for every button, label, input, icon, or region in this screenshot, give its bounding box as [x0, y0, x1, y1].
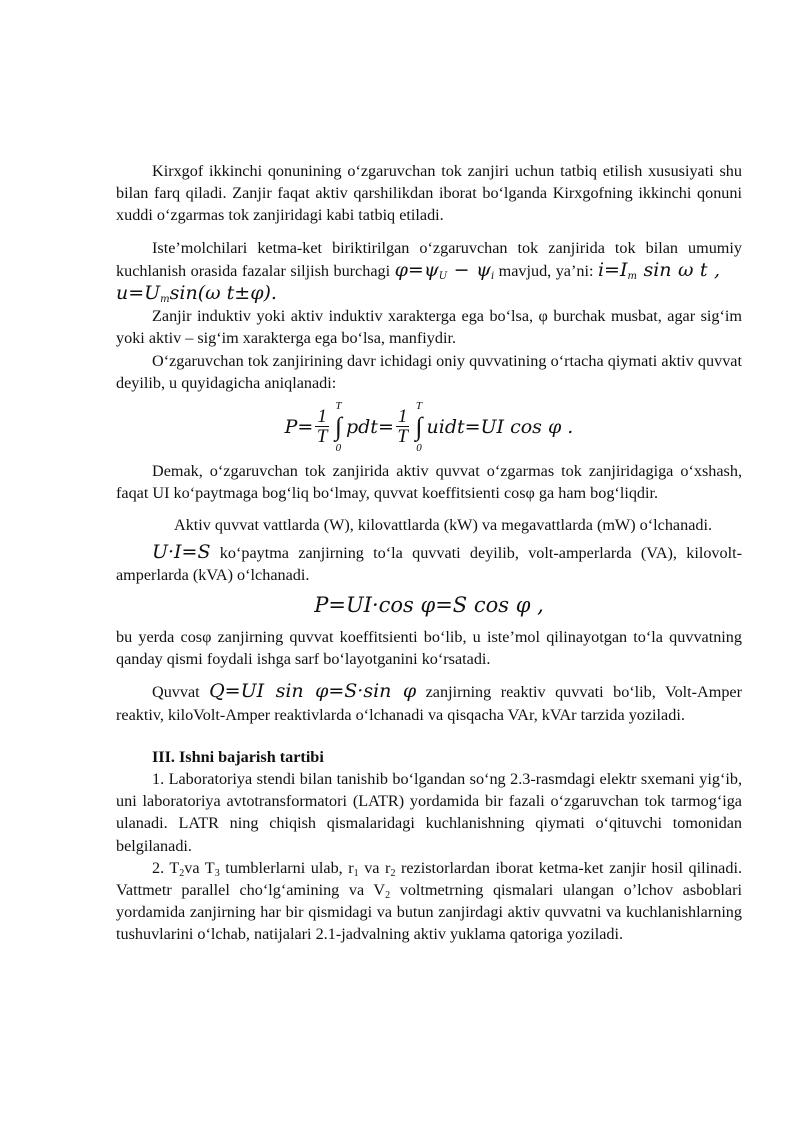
reactive-end: zanjirning reaktiv quvvati bo‘lib, Volt-Amper reaktiv, kiloVolt-Amper reaktivlarda o‘lchanadi va qisqacha VAr, kVAr tarzida yoziladi.: [116, 683, 742, 724]
current-lhs: i=I: [597, 258, 628, 281]
apparent-power-formula: U·I=S: [152, 540, 211, 563]
paragraph-apparent-power: [116, 541, 742, 586]
paragraph-active-power-def: O‘zgaruvchan tok zanjirining davr ichidagi oniy quvvatining o‘rtacha qiymati aktiv quvvat deyilib, u quyidagicha aniqlanadi:: [116, 351, 742, 392]
paragraph-reactive-power: [116, 680, 742, 725]
paragraph-phase-shift: [116, 237, 742, 306]
sub-v2: 2: [385, 890, 391, 902]
int2-lower-limit: 0: [416, 442, 422, 455]
fraction-one-over-t-1: [315, 405, 329, 447]
sub-t2: 2: [179, 867, 185, 879]
int2-upper-limit: T: [415, 400, 422, 413]
minus-psi: − ψ: [447, 258, 491, 281]
step2-b: va T: [184, 858, 215, 877]
active-power-formula-2: P=UI·cos φ=S cos φ ,: [314, 593, 544, 618]
sub-r2: 2: [390, 867, 396, 879]
paragraph-power-factor: Demak, o‘zgaruvchan tok zanjirida aktiv quvvat o‘zgarmas tok zanjiridagiga o‘xshash, faqat UI ko‘paytmaga bog‘liq bo‘lmay, quvvat koeffitsienti cosφ ga ham bog‘liqdir.: [116, 462, 742, 503]
paragraph-cos-phi: bu yerda cosφ zanjirning quvvat koeffitsienti bo‘lib, u iste’mol qilinayotgan to‘la quvvatning qanday qismi foydali ishga sarf bo‘layotganini ko‘rsatadi.: [116, 628, 742, 669]
int1-upper-limit: T: [335, 400, 342, 413]
step2-f: voltmetrning qismalari ulangan o’lchov asboblari yordamida zanjirning har bir qismidagi va butun zanjirdagi aktiv quvvatni va kuchlanishlarning tushuvlarini o‘lchab, natijalari 2.1-jadvalning aktiv yuklama qatoriga yoziladi.: [116, 881, 742, 944]
int1-lower-limit: 0: [335, 442, 342, 455]
sub-u: U: [438, 270, 448, 282]
apparent-power-text: ko‘paytma zanjirning to‘la quvvati deyilib, volt-amperlarda (VA), kilovolt-amperlarda (kVA) o‘lchanadi.: [116, 543, 742, 584]
voltage-lhs: u=U: [116, 282, 161, 305]
phase-shift-text: Iste’molchilari ketma-ket biriktirilgan o‘zgaruvchan tok zanjirida tok bilan umumiy kuchlanish orasida fazalar siljish burchagi: [116, 238, 742, 280]
step2-e: rezistorlardan iborat ketma-ket zanjir hosil qilinadi. Vattmetr parallel cho‘lg‘amining va V: [116, 858, 742, 900]
step2-c: tumblerlarni ulab, r: [219, 858, 354, 877]
step2-d: va r: [358, 858, 391, 877]
section-heading: III. Ishni bajarish tartibi: [152, 747, 324, 766]
phase-shift-end: mavjud, ya’ni:: [498, 261, 594, 280]
frac1-numerator: 1: [317, 405, 327, 427]
current-equation: [598, 259, 720, 281]
sub-r1: 1: [353, 867, 359, 879]
active-power-integral-formula: [116, 396, 742, 458]
sub-t3: 3: [214, 867, 220, 879]
sub-m2: m: [160, 294, 170, 306]
reactive-start: Quvvat: [152, 683, 200, 702]
phase-angle-formula: [395, 259, 495, 281]
step2-a: 2. T: [152, 858, 180, 877]
step-1: 1. Laboratoriya stendi bilan tanishib bo‘lgandan so‘ng 2.3-rasmdagi elektr sxemani yig‘ib, uni laboratoriya avtotransformatori (LATR) yordamida bir fazali o‘zgaruvchan tok tarmog‘iga ulanadi. LATR ning chiqish qismalaridagi kuchlanishning qiymati o‘qituvchi tomonidan belgilanadi.: [116, 770, 742, 855]
paragraph-kirchhoff: Kirxgof ikkinchi qonunining o‘zgaruvchan tok zanjiri uchun tatbiq etilish xususiyati shu bilan farq qiladi. Zanjir faqat aktiv qarshilikdan iborat bo‘lganda Kirxgofning ikkinchi qonuni xuddi o‘zgarmas tok zanjiridagi kabi tatbiq etiladi.: [116, 162, 742, 225]
paragraph-inductive: Zanjir induktiv yoki aktiv induktiv xarakterga ega bo‘lsa, φ burchak musbat, agar sig‘im yoki aktiv – sig‘im xarakterga ega bo‘lsa, manfiydir.: [116, 307, 742, 348]
voltage-rhs: sin(ω t±φ).: [169, 282, 277, 305]
integral-2: [415, 400, 422, 454]
power-lhs: P=: [284, 415, 314, 438]
voltage-equation: [116, 282, 277, 304]
step-2: [116, 857, 742, 946]
pdt-term: pdt=: [345, 415, 394, 438]
integral-symbol-1: ∫: [334, 412, 342, 442]
integral-symbol-2: ∫: [415, 412, 423, 442]
fraction-one-over-t-2: [396, 405, 410, 447]
sub-i: i: [490, 270, 495, 282]
paragraph-units: Aktiv quvvat vattlarda (W), kilovattlarda (kW) va megavattlarda (mW) o‘lchanadi.: [174, 516, 713, 535]
frac1-denominator: T: [316, 425, 328, 447]
frac2-denominator: T: [397, 425, 408, 447]
document-page: [116, 160, 742, 946]
phi-eq: φ=ψ: [394, 258, 439, 281]
power-rhs: uidt=UI cos φ .: [426, 415, 574, 438]
current-rhs: sin ω t ,: [643, 258, 721, 281]
reactive-power-formula: Q=UI sin φ=S·sin φ: [209, 680, 417, 703]
frac2-numerator: 1: [397, 405, 408, 427]
integral-1: [335, 400, 342, 454]
sub-m1: m: [627, 270, 637, 282]
